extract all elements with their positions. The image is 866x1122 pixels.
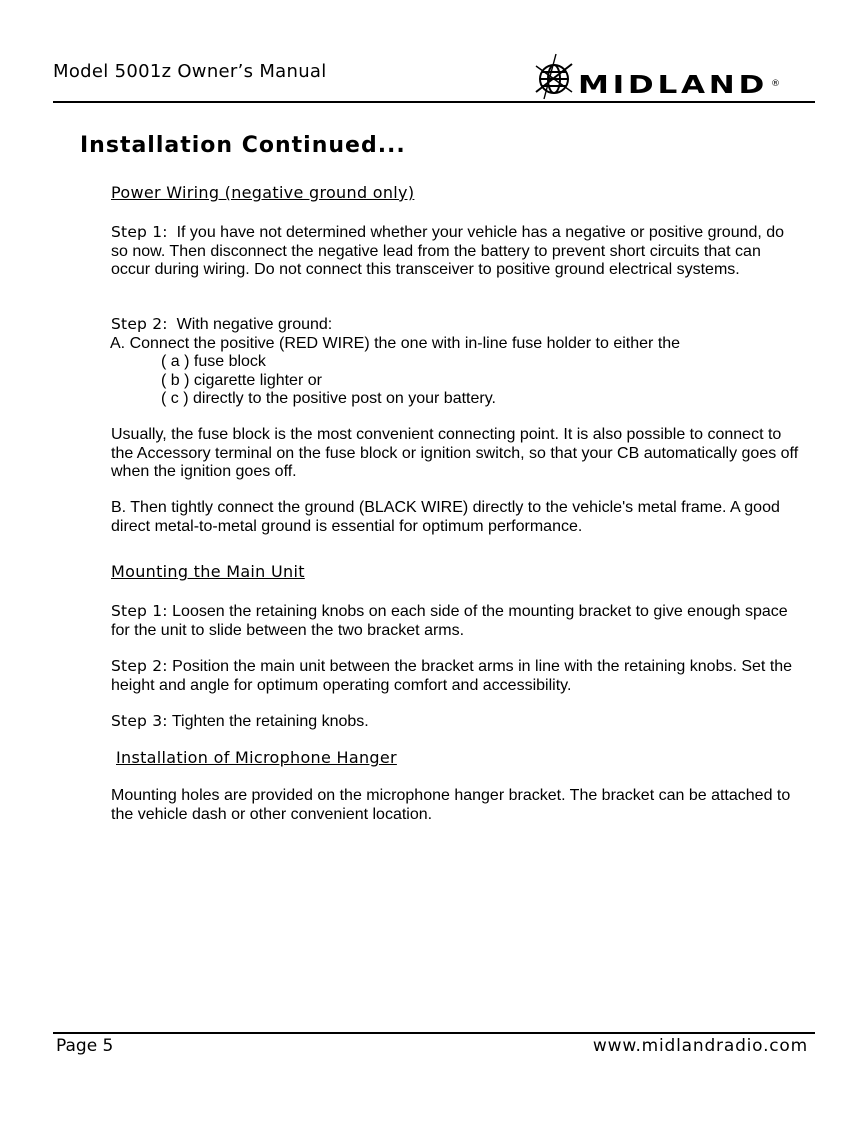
website-url: www.midlandradio.com [592,1036,808,1056]
option-item: ( a ) fuse block [161,353,266,370]
step-text: With negative ground: [176,316,333,333]
usually-paragraph: Usually, the fuse block is the most convenient connecting point. It is also possible to connect to the Accessory terminal on the fuse block or ignition switch, so that your CB automatically goes off when the ignition goes off. [111,426,799,480]
globe-icon [536,54,572,99]
step-2a-text: A. Connect the positive (RED WIRE) the one with in-line fuse holder to either the [110,334,681,352]
microphone-heading: Installation of Microphone Hanger [116,748,397,767]
footer-rule [53,1032,815,1034]
option-item: ( c ) directly to the positive post on your battery. [161,390,496,407]
step-text: Position the main unit between the bracket arms in line with the retaining knobs. Set the height and angle for optimum operating comfort and accessibility. [111,658,793,694]
page-heading: Installation Continued... [80,133,406,158]
mount-step-1 [111,602,801,640]
brand-wordmark: MIDLAND [578,70,768,99]
midland-logo [530,52,780,102]
step-text: Loosen the retaining knobs on each side of the mounting bracket to give enough space for the unit to slide between the two bracket arms. [111,603,788,639]
option-item: ( b ) cigarette lighter or [161,371,322,389]
mount-step-2 [111,657,801,695]
step-label: Step 1: [111,602,168,620]
step-label: Step 1: [111,223,168,241]
step-label: Step 2: [111,657,168,675]
mounting-heading: Mounting the Main Unit [111,562,305,581]
mount-step-3 [111,712,801,732]
step-label: Step 2: [111,315,168,333]
microphone-paragraph: Mounting holes are provided on the microphone hanger bracket. The bracket can be attached to the vehicle dash or other convenient location. [111,787,791,823]
power-step-2 [111,315,801,409]
power-wiring-heading: Power Wiring (negative ground only) [111,183,415,202]
step-text: If you have not determined whether your vehicle has a negative or positive ground, do so now. Then disconnect the negative lead from the battery to prevent short circuits that can occur during wiring. Do not connect this transceiver to positive ground electrical systems. [111,224,785,278]
step-label: Step 3: [111,712,168,730]
power-step-1 [111,223,801,280]
step-text: Tighten the retaining knobs. [171,713,369,730]
manual-title: Model 5001z Owner’s Manual [53,61,327,82]
page-number: Page 5 [56,1036,114,1056]
registered-mark: ® [771,79,780,89]
header-rule [53,101,815,103]
step-b-paragraph: B. Then tightly connect the ground (BLACK WIRE) directly to the vehicle's metal frame. A good direct metal-to-metal ground is essential for optimum performance. [111,499,780,535]
